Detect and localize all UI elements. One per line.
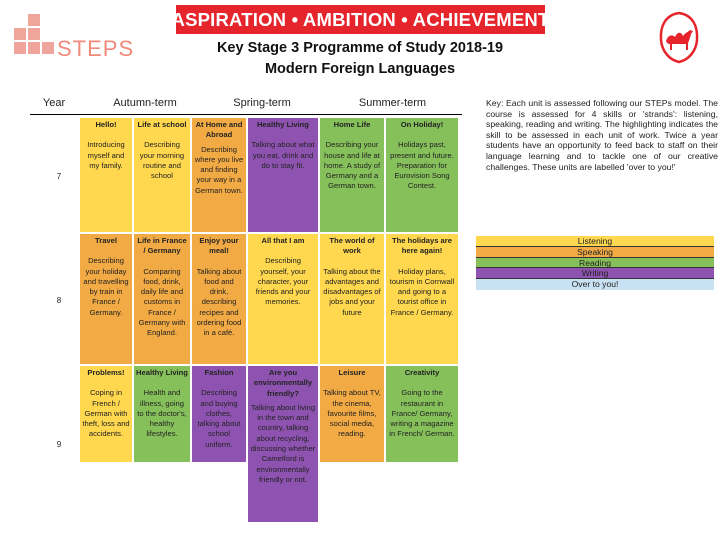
unit-title: Creativity bbox=[404, 368, 440, 377]
unit-description: Talking about living in the town and country, talking about recycling, discussing whether Camelford is environmentally friendly or not. bbox=[250, 402, 316, 484]
unit-title: Hello! bbox=[95, 120, 117, 129]
legend-writing: Writing bbox=[476, 268, 714, 279]
unit-title: Healthy Living bbox=[257, 120, 309, 129]
unit-cell bbox=[248, 366, 318, 522]
page-title bbox=[160, 38, 560, 80]
school-crest-icon bbox=[652, 10, 707, 65]
steps-logo bbox=[10, 12, 135, 62]
unit-cell bbox=[192, 234, 246, 364]
year-label-8: 8 bbox=[56, 296, 62, 305]
unit-description: Holidays past, present and future. Preparation for Eurovision Song Contest. bbox=[390, 140, 454, 191]
unit-description: Comparing food, drink, daily life and customs in France / Germany with England. bbox=[138, 266, 186, 338]
header-year: Year bbox=[42, 96, 66, 109]
unit-cell bbox=[192, 118, 246, 232]
unit-cell bbox=[320, 366, 384, 462]
unit-cell bbox=[320, 234, 384, 364]
unit-description: Coping in French / German with theft, loss and accidents. bbox=[82, 388, 130, 439]
year-label-9: 9 bbox=[56, 440, 62, 449]
unit-cell bbox=[320, 118, 384, 232]
year-label-7: 7 bbox=[56, 172, 62, 181]
title-line-2: Modern Foreign Languages bbox=[264, 61, 456, 77]
legend-speaking: Speaking bbox=[476, 247, 714, 258]
unit-title: At Home and Abroad bbox=[195, 120, 243, 140]
unit-description: Describing your morning routine and school bbox=[139, 140, 185, 181]
steps-logo-text: STEPS bbox=[57, 36, 135, 61]
motto-banner: ASPIRATION • AMBITION • ACHIEVEMENT bbox=[176, 5, 545, 34]
unit-title: Are you environmentally friendly? bbox=[253, 368, 313, 398]
unit-description: Introducing myself and my family. bbox=[87, 140, 125, 170]
unit-cell bbox=[134, 366, 190, 462]
unit-cell bbox=[80, 118, 132, 232]
unit-description: Health and illness, going to the doctor's, healthy lifestyles. bbox=[137, 388, 187, 439]
unit-cell bbox=[386, 366, 458, 462]
key-description: Key: Each unit is assessed following our STEPs model. The course is assessed for 4 skills or 'strands': listening, speaking, reading and writing. The highlighting indicates the skill to be assessed in each unit of work. Twice a year students have an opportunity to feed back to staff on their language learning and to tackle one of our creative challenges. These units are labelled 'over to you!' bbox=[486, 98, 718, 172]
header-divider bbox=[30, 114, 462, 115]
unit-description: Talking about the advantages and disadvantages of jobs and your future bbox=[323, 266, 381, 317]
unit-description: Describing your holiday and travelling by train in France / Germany. bbox=[83, 256, 129, 317]
unit-description: Talking about TV, the cinema, favourite films, social media, reading. bbox=[323, 388, 381, 439]
unit-title: On Holiday! bbox=[400, 120, 444, 129]
unit-title: Life in France / Germany bbox=[137, 236, 187, 256]
unit-title: All that I am bbox=[261, 236, 305, 245]
unit-description: Talking about food and drink, describing recipes and ordering food in a café. bbox=[196, 266, 242, 338]
unit-cell bbox=[386, 234, 458, 364]
unit-cell bbox=[248, 234, 318, 364]
unit-description: Describing and buying clothes, talking about school uniform. bbox=[197, 388, 241, 449]
unit-title: The world of work bbox=[329, 236, 375, 256]
unit-cell bbox=[248, 118, 318, 232]
unit-cell bbox=[386, 118, 458, 232]
legend-reading: Reading bbox=[476, 258, 714, 269]
unit-title: Travel bbox=[95, 236, 117, 245]
unit-title: The holidays are here again! bbox=[392, 236, 452, 256]
unit-cell bbox=[80, 366, 132, 462]
unit-cell bbox=[192, 366, 246, 462]
unit-description: Talking about what you eat, drink and do to stay fit. bbox=[251, 140, 315, 170]
legend-over-to-you: Over to you! bbox=[476, 279, 714, 290]
unit-title: Life at school bbox=[137, 120, 187, 129]
unit-cell bbox=[134, 234, 190, 364]
unit-title: Fashion bbox=[204, 368, 234, 377]
unit-title: Home Life bbox=[333, 120, 371, 129]
title-line-1: Key Stage 3 Programme of Study 2018-19 bbox=[216, 40, 504, 56]
unit-title: Enjoy your meal! bbox=[199, 236, 239, 256]
legend-listening: Listening bbox=[476, 236, 714, 247]
unit-title: Healthy Living bbox=[136, 368, 188, 377]
unit-description: Describing yourself, your character, your friends and your memories. bbox=[255, 256, 311, 307]
unit-title: Leisure bbox=[338, 368, 366, 377]
unit-description: Describing your house and life at home. A study of Germany and a German town. bbox=[323, 140, 381, 191]
unit-title: Problems! bbox=[87, 368, 125, 377]
unit-description: Describing where you live and finding your way in a German town. bbox=[194, 144, 244, 195]
unit-description: Holiday plans, tourism in Cornwall and going to a tourist office in France / Germany. bbox=[389, 266, 455, 317]
unit-description: Going to the restaurant in France/ Germany, writing a magazine in French/ German. bbox=[389, 388, 455, 439]
header-summer: Summer-term bbox=[358, 96, 427, 109]
unit-cell bbox=[80, 234, 132, 364]
unit-cell bbox=[134, 118, 190, 232]
header-spring: Spring-term bbox=[233, 96, 291, 109]
header-autumn: Autumn-term bbox=[113, 96, 177, 109]
skill-legend bbox=[476, 236, 714, 290]
